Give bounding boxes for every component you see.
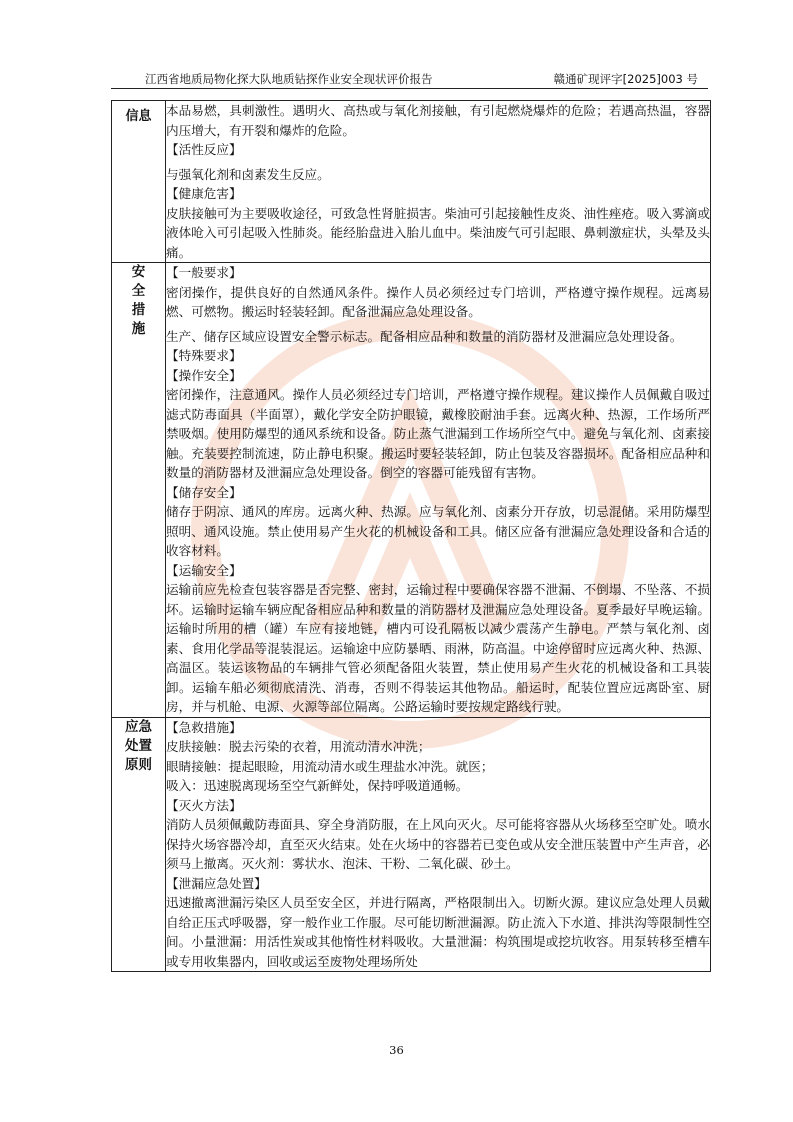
reactivity-heading: 【活性反应】 (166, 142, 242, 157)
storage-text: 储存于阴凉、通风的库房。远离火种、热源。应与氧化剂、卤素分开存放，切忌混储。采用防爆型照明、通风设施。禁止使用易产生火花的机械设备和工具。储区应备有泄漏应急处理设备和合适的收容材料。 (166, 504, 710, 558)
section-label-emergency (112, 717, 166, 972)
general-text-2: 生产、储存区域应设置安全警示标志。配备相应品种和数量的消防器材及泄漏应急处理设备。 (166, 328, 683, 344)
hazard-description: 本品易燃，具刺激性。遇明火、高热或与氧化剂接触，有引起燃烧爆炸的危险；若遇高热温，容器内压增大，有开裂和爆炸的危险。 (166, 103, 710, 138)
reactivity-text: 与强氧化剂和卤素发生反应。 (166, 166, 330, 182)
general-heading: 【一般要求】 (166, 265, 242, 280)
section-label-text: 应急处置原则 (125, 718, 152, 773)
section-content-emergency (166, 717, 711, 972)
operation-heading: 【操作安全】 (166, 367, 242, 383)
table-row-info (112, 101, 711, 263)
table-row-emergency (112, 717, 711, 972)
fire-text: 消防人员须佩戴防毒面具、穿全身消防服，在上风向灭火。尽可能将容器从火场移至空旷处。喷水保持火场容器冷却，直至灭火结束。处在火场中的容器若已变色或从安全泄压装置中产生声音，必须马上撤离。灭火剂：雾状水、泡沫、干粉、二氧化碳、砂土。 (166, 817, 710, 871)
inhalation-text: 吸入：迅速脱离现场至空气新鲜处，保持呼吸道通畅。 (166, 778, 469, 793)
section-label-text: 信息 (125, 109, 152, 124)
firstaid-heading: 【急救措施】 (166, 719, 242, 735)
section-content-info (166, 101, 711, 263)
transport-heading: 【运输安全】 (166, 562, 242, 578)
report-title: 江西省地质局物化探大队地质钻探作业安全现状评价报告 (145, 72, 433, 86)
section-content-safety (166, 263, 711, 718)
table-row-safety (112, 263, 711, 718)
storage-heading: 【储存安全】 (166, 484, 242, 500)
operation-text: 密闭操作，注意通风。操作人员必须经过专门培训，严格遵守操作规程。建议操作人员佩戴自吸过滤式防毒面具（半面罩），戴化学安全防护眼镜，戴橡胶耐油手套。远离火种、热源，工作场所严禁吸烟。使用防爆型的通风系统和设备。防止蒸气泄漏到工作场所空气中。避免与氧化剂、卤素接触。充装要控制流速，防止静电积聚。搬运时要轻装轻卸，防止包装及容器损坏。配备相应品种和数量的消防器材及泄漏应急处理设备。倒空的容器可能残留有害物。 (166, 387, 710, 480)
special-heading: 【特殊要求】 (166, 348, 242, 363)
safety-data-table (111, 100, 711, 972)
general-text-1: 密闭操作，提供良好的自然通风条件。操作人员必须经过专门培训，严格遵守操作规程。远离易燃、可燃物。搬运时轻装轻卸。配备泄漏应急处理设备。 (166, 284, 710, 319)
health-text: 皮肤接触可为主要吸收途径，可致急性肾脏损害。柴油可引起接触性皮炎、油性痤疮。吸入雾滴或液体呛入可引起吸入性肺炎。能经胎盘进入胎儿血中。柴油废气可引起眼、鼻刺激症状，头晕及头痛。 (166, 205, 710, 260)
leak-text: 迅速撤离泄漏污染区人员至安全区，并进行隔离，严格限制出入。切断火源。建议应急处理人员戴自给正压式呼吸器，穿一般作业工作服。尽可能切断泄漏源。防止流入下水道、排洪沟等限制性空间。小量泄漏：用活性炭或其他惰性材料吸收。大量泄漏：构筑围堤或挖坑收容。用泵转移至槽车或专用收集器内，回收或运至废物处理场所处 (166, 895, 710, 969)
report-number: 赣通矿现评字[2025]003 号 (553, 72, 698, 86)
section-label-text: 安全措施 (131, 264, 146, 337)
page-number: 36 (389, 1043, 404, 1057)
eye-contact-text: 眼睛接触：提起眼睑，用流动清水或生理盐水冲洗。就医； (166, 758, 494, 774)
page-header (111, 70, 708, 89)
section-label-safety (112, 263, 166, 718)
health-heading: 【健康危害】 (166, 186, 242, 201)
transport-text: 运输前应先检查包装容器是否完整、密封，运输过程中要确保容器不泄漏、不倒塌、不坠落、不损坏。运输时运输车辆应配备相应品种和数量的消防器材及泄漏应急处理设备。夏季最好早晚运输。运输时所用的槽（罐）车应有接地链，槽内可设孔隔板以减少震荡产生静电。严禁与氧化剂、卤素、食用化学品等混装混运。运输途中应防暴晒、雨淋，防高温。中途停留时应远离火种、热源、高温区。装运该物品的车辆排气管必须配备阻火装置，禁止使用易产生火花的机械设备和工具装卸。运输车船必须彻底清洗、消毒，否则不得装运其他物品。船运时，配装位置应远离卧室、厨房，并与机舱、电源、火源等部位隔离。公路运输时要按规定路线行驶。 (166, 582, 710, 714)
fire-heading: 【灭火方法】 (166, 797, 242, 813)
leak-heading: 【泄漏应急处置】 (166, 875, 267, 891)
section-label-info (112, 101, 166, 263)
skin-contact-text: 皮肤接触：脱去污染的衣着，用流动清水冲洗； (166, 739, 431, 754)
